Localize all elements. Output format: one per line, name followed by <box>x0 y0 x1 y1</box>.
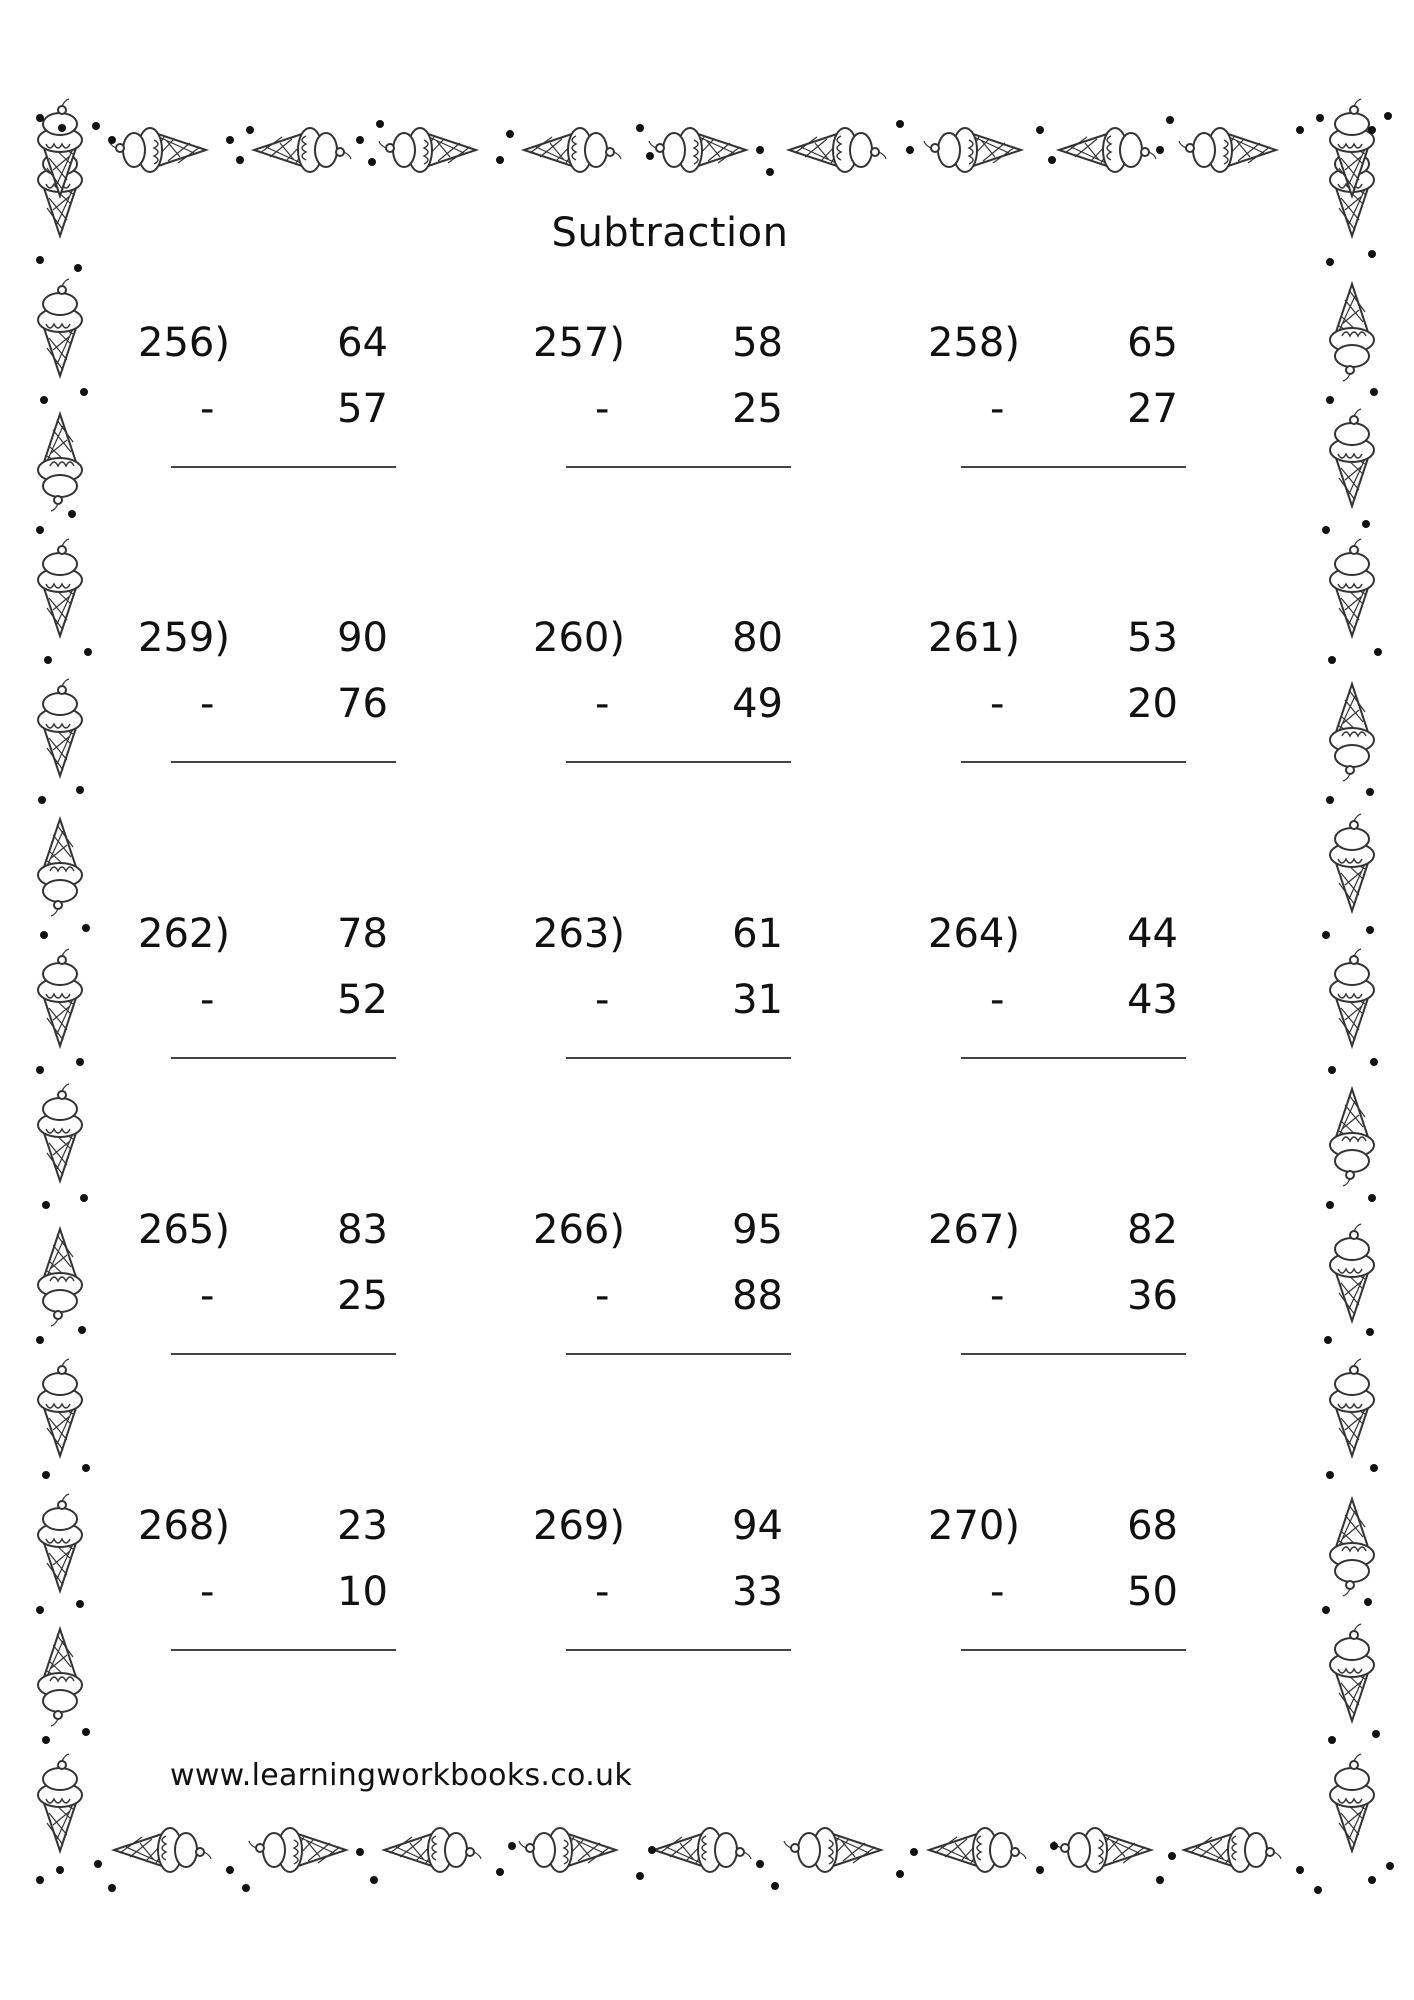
answer-line <box>566 1057 791 1059</box>
sprinkle-dot <box>356 1848 364 1856</box>
sprinkle-dot <box>58 124 66 132</box>
subtrahend: 36 <box>1127 1273 1178 1319</box>
sprinkle-dot <box>356 136 364 144</box>
answer-line <box>171 1649 396 1651</box>
sprinkle-dot <box>1326 396 1334 404</box>
subtrahend: 10 <box>337 1569 388 1615</box>
problem <box>928 1503 1228 1703</box>
minuend: 78 <box>337 911 388 957</box>
sprinkle-dot <box>36 1606 44 1614</box>
ice-cream-cone-icon <box>1059 128 1156 172</box>
answer-line <box>566 466 791 468</box>
answer-line <box>566 761 791 763</box>
minus-sign: - <box>595 1569 610 1615</box>
sprinkle-dot <box>42 1471 50 1479</box>
ice-cream-cone-icon <box>1330 814 1374 911</box>
sprinkle-dot <box>376 120 384 128</box>
sprinkle-dot <box>74 264 82 272</box>
sprinkle-dot <box>896 1870 904 1878</box>
ice-cream-cone-icon <box>1330 284 1374 381</box>
minus-sign: - <box>200 681 215 727</box>
subtrahend: 20 <box>1127 681 1178 727</box>
problem-number: 264) <box>928 911 1020 957</box>
sprinkle-dot <box>756 146 764 154</box>
ice-cream-cone-icon <box>1330 1359 1374 1456</box>
problem-number: 261) <box>928 615 1020 661</box>
subtrahend: 50 <box>1127 1569 1178 1615</box>
minus-sign: - <box>200 1569 215 1615</box>
ice-cream-cone-icon <box>1054 1828 1151 1872</box>
sprinkle-dot <box>226 1866 234 1874</box>
minus-sign: - <box>595 977 610 1023</box>
ice-cream-cone-icon <box>38 414 82 511</box>
subtrahend: 76 <box>337 681 388 727</box>
ice-cream-cone-icon <box>784 1828 881 1872</box>
sprinkle-dot <box>771 1882 779 1890</box>
sprinkle-dot <box>36 114 44 122</box>
subtrahend: 88 <box>732 1273 783 1319</box>
subtrahend: 25 <box>337 1273 388 1319</box>
answer-line <box>171 1353 396 1355</box>
problem-number: 257) <box>533 320 625 366</box>
problem <box>138 1503 438 1703</box>
minuend: 64 <box>337 320 388 366</box>
problem <box>928 320 1228 520</box>
sprinkle-dot <box>36 1876 44 1884</box>
subtrahend: 31 <box>732 977 783 1023</box>
ice-cream-cone-icon <box>1330 1224 1374 1321</box>
sprinkle-dot <box>1296 1866 1304 1874</box>
ice-cream-cone-icon <box>519 1828 616 1872</box>
ice-cream-cone-icon <box>38 949 82 1046</box>
sprinkle-dot <box>1368 126 1376 134</box>
answer-line <box>566 1353 791 1355</box>
problem <box>138 1207 438 1407</box>
sprinkle-dot <box>42 1201 50 1209</box>
sprinkle-dot <box>92 122 100 130</box>
sprinkle-dot <box>80 1194 88 1202</box>
sprinkle-dot <box>38 796 46 804</box>
sprinkle-dot <box>1322 931 1330 939</box>
answer-line <box>171 1057 396 1059</box>
subtrahend: 27 <box>1127 386 1178 432</box>
minus-sign: - <box>595 681 610 727</box>
sprinkle-dot <box>40 931 48 939</box>
sprinkle-dot <box>506 130 514 138</box>
problem-number: 263) <box>533 911 625 957</box>
sprinkle-dot <box>82 1464 90 1472</box>
ice-cream-cone-icon <box>1330 1499 1374 1596</box>
problem-number: 260) <box>533 615 625 661</box>
minuend: 90 <box>337 615 388 661</box>
sprinkle-dot <box>368 158 376 166</box>
problem <box>138 320 438 520</box>
problem <box>533 911 833 1111</box>
sprinkle-dot <box>36 526 44 534</box>
ice-cream-cone-icon <box>1330 1754 1374 1851</box>
minus-sign: - <box>200 386 215 432</box>
problem-number: 256) <box>138 320 230 366</box>
ice-cream-cone-icon <box>38 1229 82 1326</box>
sprinkle-dot <box>226 136 234 144</box>
problem <box>138 911 438 1111</box>
sprinkle-dot <box>1368 1876 1376 1884</box>
sprinkle-dot <box>1372 1730 1380 1738</box>
sprinkle-dot <box>1362 520 1370 528</box>
problem <box>533 1207 833 1407</box>
ice-cream-cone-icon <box>38 679 82 776</box>
problem-number: 259) <box>138 615 230 661</box>
sprinkle-dot <box>68 510 76 518</box>
ice-cream-cone-icon <box>524 128 621 172</box>
sprinkle-dot <box>1326 796 1334 804</box>
answer-line <box>171 761 396 763</box>
sprinkle-dot <box>756 1860 764 1868</box>
subtrahend: 43 <box>1127 977 1178 1023</box>
answer-line <box>961 761 1186 763</box>
minus-sign: - <box>595 1273 610 1319</box>
sprinkle-dot <box>108 1884 116 1892</box>
subtrahend: 33 <box>732 1569 783 1615</box>
sprinkle-dot <box>1384 112 1392 120</box>
sprinkle-dot <box>1368 250 1376 258</box>
sprinkle-dot <box>370 1876 378 1884</box>
sprinkle-dot <box>496 156 504 164</box>
minus-sign: - <box>990 1569 1005 1615</box>
minus-sign: - <box>200 977 215 1023</box>
ice-cream-cone-icon <box>384 1828 481 1872</box>
sprinkle-dot <box>1370 388 1378 396</box>
sprinkle-dot <box>1296 126 1304 134</box>
minus-sign: - <box>990 1273 1005 1319</box>
sprinkle-dot <box>40 396 48 404</box>
ice-cream-cone-icon <box>38 279 82 376</box>
sprinkle-dot <box>636 1872 644 1880</box>
ice-cream-cone-icon <box>1330 1089 1374 1186</box>
problem-number: 258) <box>928 320 1020 366</box>
sprinkle-dot <box>1366 788 1374 796</box>
problem <box>138 615 438 815</box>
problem <box>928 615 1228 815</box>
minuend: 58 <box>732 320 783 366</box>
ice-cream-cone-icon <box>38 1754 82 1851</box>
sprinkle-dot <box>36 1066 44 1074</box>
problem-number: 262) <box>138 911 230 957</box>
sprinkle-dot <box>242 1884 250 1892</box>
sprinkle-dot <box>1322 526 1330 534</box>
sprinkle-dot <box>1386 1862 1394 1870</box>
sprinkle-dot <box>78 1326 86 1334</box>
ice-cream-cone-icon <box>1330 684 1374 781</box>
ice-cream-cone-icon <box>654 1828 751 1872</box>
problem-number: 266) <box>533 1207 625 1253</box>
sprinkle-dot <box>1050 1842 1058 1850</box>
minuend: 61 <box>732 911 783 957</box>
minus-sign: - <box>595 386 610 432</box>
footer-url: www.learningworkbooks.co.uk <box>170 1758 633 1793</box>
sprinkle-dot <box>84 648 92 656</box>
sprinkle-dot <box>44 656 52 664</box>
ice-cream-cone-icon <box>38 1084 82 1181</box>
sprinkle-dot <box>80 388 88 396</box>
problem <box>533 320 833 520</box>
subtrahend: 49 <box>732 681 783 727</box>
answer-line <box>961 1649 1186 1651</box>
minuend: 83 <box>337 1207 388 1253</box>
ice-cream-cone-icon <box>1330 949 1374 1046</box>
ice-cream-cone-icon <box>649 128 746 172</box>
ice-cream-cone-icon <box>1184 1828 1281 1872</box>
sprinkle-dot <box>76 786 84 794</box>
sprinkle-dot <box>496 1868 504 1876</box>
sprinkle-dot <box>906 146 914 154</box>
sprinkle-dot <box>1328 656 1336 664</box>
subtrahend: 52 <box>337 977 388 1023</box>
ice-cream-cone-icon <box>249 1828 346 1872</box>
ice-cream-cone-icon <box>38 1359 82 1456</box>
answer-line <box>566 1649 791 1651</box>
minuend: 82 <box>1127 1207 1178 1253</box>
sprinkle-dot <box>82 1728 90 1736</box>
ice-cream-cone-icon <box>114 1828 211 1872</box>
ice-cream-cone-icon <box>254 128 351 172</box>
sprinkle-dot <box>1166 116 1174 124</box>
subtrahend: 25 <box>732 386 783 432</box>
answer-line <box>961 1057 1186 1059</box>
page-title: Subtraction <box>551 210 789 256</box>
sprinkle-dot <box>108 136 116 144</box>
sprinkle-dot <box>1156 146 1164 154</box>
ice-cream-cone-icon <box>38 819 82 916</box>
ice-cream-cone-icon <box>38 539 82 636</box>
sprinkle-dot <box>1366 1328 1374 1336</box>
sprinkle-dot <box>76 1058 84 1066</box>
sprinkle-dot <box>36 256 44 264</box>
problem <box>928 911 1228 1111</box>
sprinkle-dot <box>1370 1058 1378 1066</box>
minuend: 68 <box>1127 1503 1178 1549</box>
sprinkle-dot <box>82 924 90 932</box>
answer-line <box>961 1353 1186 1355</box>
sprinkle-dot <box>1326 258 1334 266</box>
minus-sign: - <box>990 681 1005 727</box>
ice-cream-cone-icon <box>789 128 886 172</box>
sprinkle-dot <box>1036 1866 1044 1874</box>
sprinkle-dot <box>42 1736 50 1744</box>
sprinkle-dot <box>1328 1736 1336 1744</box>
sprinkle-dot <box>1168 1852 1176 1860</box>
problem-number: 268) <box>138 1503 230 1549</box>
minuend: 53 <box>1127 615 1178 661</box>
sprinkle-dot <box>1368 1194 1376 1202</box>
problem-number: 269) <box>533 1503 625 1549</box>
sprinkle-dot <box>236 156 244 164</box>
minuend: 44 <box>1127 911 1178 957</box>
sprinkle-dot <box>1326 1471 1334 1479</box>
ice-cream-cone-icon <box>1330 1624 1374 1721</box>
sprinkle-dot <box>1048 156 1056 164</box>
ice-cream-cone-icon <box>38 1629 82 1726</box>
ice-cream-cone-icon <box>1330 539 1374 636</box>
sprinkle-dot <box>648 1846 656 1854</box>
sprinkle-dot <box>1326 1201 1334 1209</box>
ice-cream-cone-icon <box>1330 409 1374 506</box>
sprinkle-dot <box>1366 926 1374 934</box>
sprinkle-dot <box>766 168 774 176</box>
minus-sign: - <box>200 1273 215 1319</box>
sprinkle-dot <box>1364 1598 1372 1606</box>
sprinkle-dot <box>1324 1336 1332 1344</box>
problem-number: 265) <box>138 1207 230 1253</box>
sprinkle-dot <box>36 1336 44 1344</box>
minuend: 65 <box>1127 320 1178 366</box>
answer-line <box>961 466 1186 468</box>
ice-cream-cone-icon <box>929 1828 1026 1872</box>
minuend: 80 <box>732 615 783 661</box>
sprinkle-dot <box>508 1842 516 1850</box>
ice-cream-cone-icon <box>1179 128 1276 172</box>
problem <box>533 1503 833 1703</box>
sprinkle-dot <box>646 152 654 160</box>
sprinkle-dot <box>896 120 904 128</box>
minuend: 94 <box>732 1503 783 1549</box>
sprinkle-dot <box>1370 1464 1378 1472</box>
minus-sign: - <box>990 977 1005 1023</box>
sprinkle-dot <box>1156 1876 1164 1884</box>
problem-number: 267) <box>928 1207 1020 1253</box>
sprinkle-dot <box>636 124 644 132</box>
ice-cream-cone-icon <box>924 128 1021 172</box>
ice-cream-cone-icon <box>38 1494 82 1591</box>
minuend: 23 <box>337 1503 388 1549</box>
minuend: 95 <box>732 1207 783 1253</box>
subtrahend: 57 <box>337 386 388 432</box>
sprinkle-dot <box>1328 1066 1336 1074</box>
answer-line <box>171 466 396 468</box>
sprinkle-dot <box>1314 1886 1322 1894</box>
sprinkle-dot <box>910 1848 918 1856</box>
problem-number: 270) <box>928 1503 1020 1549</box>
sprinkle-dot <box>1316 114 1324 122</box>
problem <box>928 1207 1228 1407</box>
sprinkle-dot <box>56 1866 64 1874</box>
ice-cream-cone-icon <box>379 128 476 172</box>
sprinkle-dot <box>246 126 254 134</box>
sprinkle-dot <box>1322 1606 1330 1614</box>
ice-cream-cone-icon <box>109 128 206 172</box>
sprinkle-dot <box>1036 126 1044 134</box>
problem <box>533 615 833 815</box>
minus-sign: - <box>990 386 1005 432</box>
sprinkle-dot <box>94 1860 102 1868</box>
sprinkle-dot <box>1374 648 1382 656</box>
sprinkle-dot <box>76 1600 84 1608</box>
